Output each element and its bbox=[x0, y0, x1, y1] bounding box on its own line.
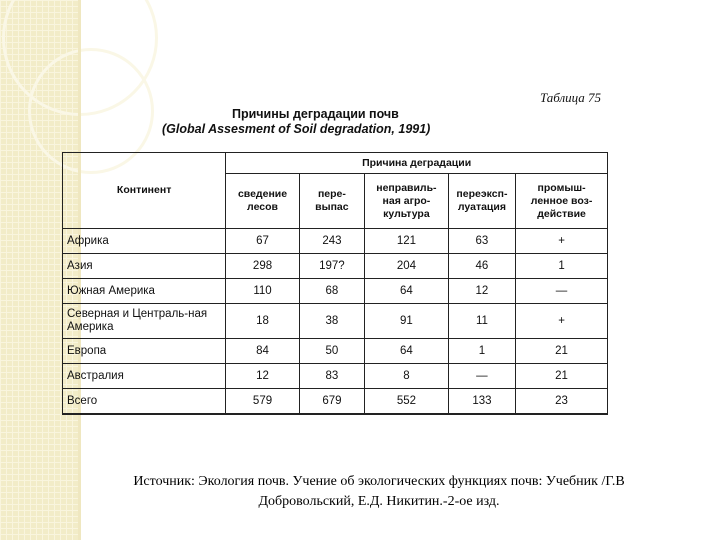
header-continent: Континент bbox=[63, 153, 226, 229]
continent-cell: Европа bbox=[63, 339, 226, 364]
title-english: (Global Assesment of Soil degradation, 1991) bbox=[162, 122, 431, 136]
continent-cell: Африка bbox=[63, 229, 226, 254]
continent-cell: Северная и Централь-ная Америка bbox=[63, 304, 226, 339]
table-row bbox=[63, 364, 608, 389]
value-cell: — bbox=[448, 364, 515, 389]
table-title bbox=[150, 107, 530, 137]
value-cell: 679 bbox=[299, 389, 364, 415]
value-cell: 552 bbox=[365, 389, 449, 415]
value-cell: 46 bbox=[448, 254, 515, 279]
header-cause: неправиль-ная агро-культура bbox=[365, 174, 449, 229]
degradation-table bbox=[62, 152, 608, 415]
value-cell: 133 bbox=[448, 389, 515, 415]
value-cell: 110 bbox=[226, 279, 299, 304]
value-cell: 243 bbox=[299, 229, 364, 254]
value-cell: 12 bbox=[448, 279, 515, 304]
table-row bbox=[63, 339, 608, 364]
value-cell: 121 bbox=[365, 229, 449, 254]
value-cell: 579 bbox=[226, 389, 299, 415]
value-cell: 1 bbox=[448, 339, 515, 364]
value-cell: 197? bbox=[299, 254, 364, 279]
value-cell: 8 bbox=[365, 364, 449, 389]
value-cell: 64 bbox=[365, 279, 449, 304]
header-cause: сведение лесов bbox=[226, 174, 299, 229]
table-number: Таблица 75 bbox=[540, 90, 602, 105]
value-cell: 63 bbox=[448, 229, 515, 254]
value-cell: 23 bbox=[516, 389, 608, 415]
continent-cell: Южная Америка bbox=[63, 279, 226, 304]
value-cell: 38 bbox=[299, 304, 364, 339]
source-citation: Источник: Экология почв. Учение об экологических функциях почв: Учебник /Г.В Добровольский, Е.Д. Никитин.-2-ое изд. bbox=[133, 474, 625, 509]
value-cell: 67 bbox=[226, 229, 299, 254]
value-cell: 84 bbox=[226, 339, 299, 364]
table-row bbox=[63, 279, 608, 304]
header-cause: промыш-ленное воз-действие bbox=[516, 174, 608, 229]
continent-cell: Австралия bbox=[63, 364, 226, 389]
value-cell: 1 bbox=[516, 254, 608, 279]
value-cell: 91 bbox=[365, 304, 449, 339]
table-row-total bbox=[63, 389, 608, 415]
value-cell: — bbox=[516, 279, 608, 304]
value-cell: 21 bbox=[516, 364, 608, 389]
value-cell: + bbox=[516, 304, 608, 339]
title-russian: Причины деградации почв bbox=[232, 107, 399, 121]
value-cell: 298 bbox=[226, 254, 299, 279]
table-row bbox=[63, 229, 608, 254]
value-cell: 83 bbox=[299, 364, 364, 389]
table-row bbox=[63, 304, 608, 339]
header-cause: пере-выпас bbox=[299, 174, 364, 229]
value-cell: 204 bbox=[365, 254, 449, 279]
value-cell: 68 bbox=[299, 279, 364, 304]
table-row bbox=[63, 254, 608, 279]
value-cell: 21 bbox=[516, 339, 608, 364]
value-cell: 64 bbox=[365, 339, 449, 364]
value-cell: 50 bbox=[299, 339, 364, 364]
value-cell: 18 bbox=[226, 304, 299, 339]
continent-cell: Азия bbox=[63, 254, 226, 279]
value-cell: + bbox=[516, 229, 608, 254]
header-cause-group: Причина деградации bbox=[226, 153, 608, 174]
header-cause: переэксп-луатация bbox=[448, 174, 515, 229]
value-cell: 11 bbox=[448, 304, 515, 339]
continent-cell: Всего bbox=[63, 389, 226, 415]
value-cell: 12 bbox=[226, 364, 299, 389]
